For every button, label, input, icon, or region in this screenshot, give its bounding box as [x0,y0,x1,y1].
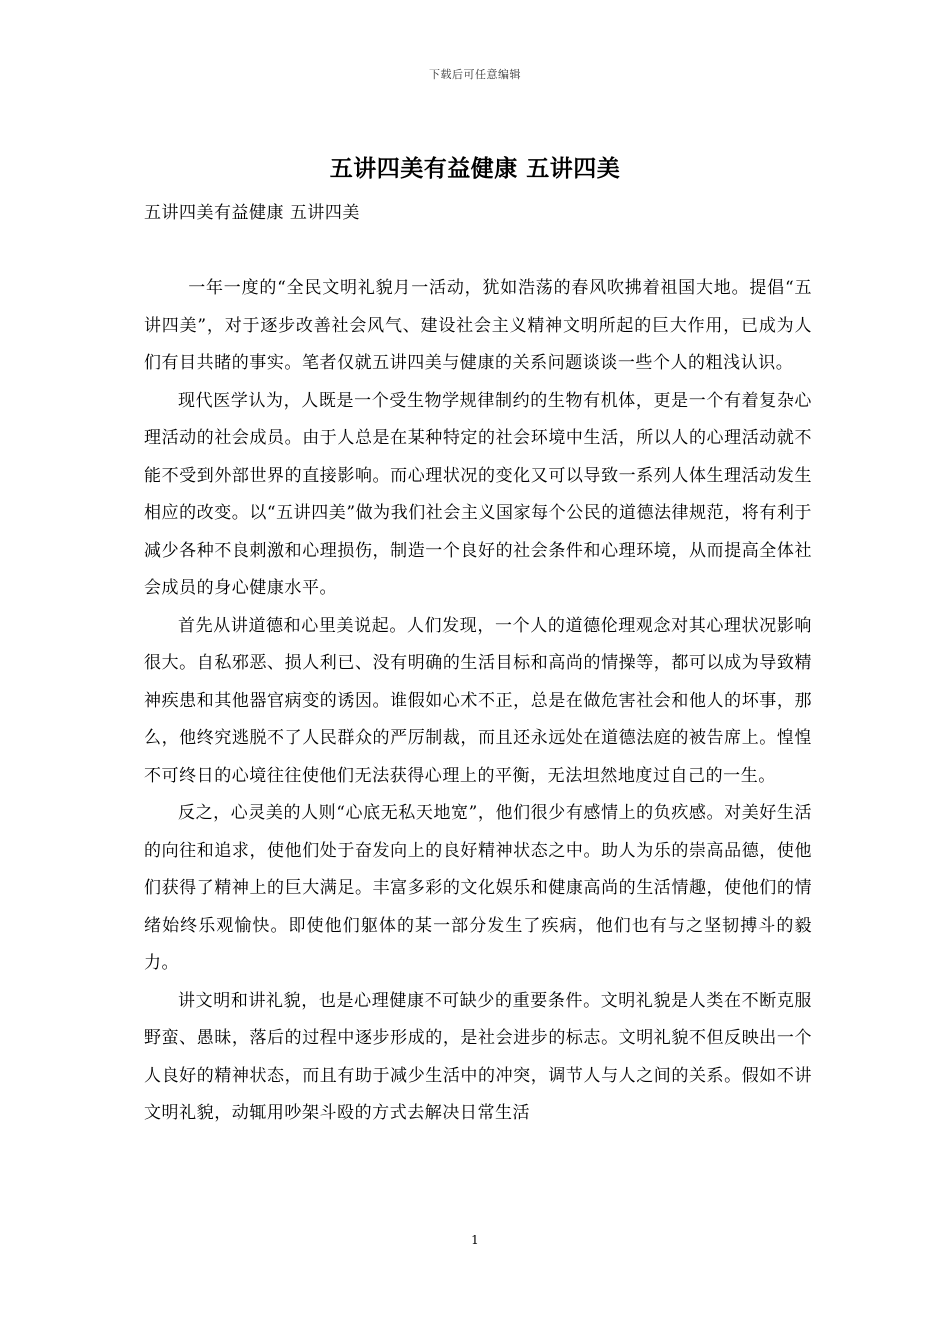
paragraph-beautiful-heart: 反之，心灵美的人则“心底无私天地宽”，他们很少有感情上的负疚感。对美好生活的向往和追求，使他们处于奋发向上的良好精神状态之中。助人为乐的崇高品德，使他们获得了精神上的巨大满足。丰富多彩的文化娱乐和健康高尚的生活情趣，使他们的情绪始终乐观愉快。即使他们躯体的某一部分发生了疾病，他们也有与之坚韧搏斗的毅力。 [144,803,812,973]
document-body [144,270,812,1133]
paragraph-morality: 首先从讲道德和心里美说起。人们发现，一个人的道德伦理观念对其心理状况影响很大。自私邪恶、损人利已、没有明确的生活目标和高尚的情操等，都可以成为导致精神疾患和其他器官病变的诱因。谁假如心术不正，总是在做危害社会和他人的坏事，那么，他终究逃脱不了人民群众的严厉制裁，而且还永远处在道德法庭的被告席上。惶惶不可终日的心境往往使他们无法获得心理上的平衡，无法坦然地度过自己的一生。 [144,615,812,786]
paragraph-medical-view: 现代医学认为，人既是一个受生物学规律制约的生物有机体，更是一个有着复杂心理活动的社会成员。由于人总是在某种特定的社会环境中生活，所以人的心理活动就不能不受到外部世界的直接影响。而心理状况的变化又可以导致一系列人体生理活动发生相应的改变。以“五讲四美”做为我们社会主义国家每个公民的道德法律规范，将有利于减少各种不良刺激和心理损伤，制造一个良好的社会条件和心理环境，从而提高全体社会成员的身心健康水平。 [144,390,812,598]
paragraph-civility: 讲文明和讲礼貌，也是心理健康不可缺少的重要条件。文明礼貌是人类在不断克服野蛮、愚昧，落后的过程中逐步形成的，是社会进步的标志。文明礼貌不但反映出一个人良好的精神状态，而且有助于减少生活中的冲突，调节人与人之间的关系。假如不讲文明礼貌，动辄用吵架斗殴的方式去解决日常生活 [144,990,812,1123]
document-title: 五讲四美有益健康 五讲四美 [329,155,621,182]
header-note: 下载后可任意编辑 [429,68,521,81]
page-number: 1 [471,1233,479,1247]
document-subtitle: 五讲四美有益健康 五讲四美 [144,203,360,223]
paragraph-intro: 一年一度的“全民文明礼貌月一活动，犹如浩荡的春风吹拂着祖国大地。提倡“五讲四美”，对于逐步改善社会风气、建设社会主义精神文明所起的巨大作用，已成为人们有目共睹的事实。笔者仅就五讲四美与健康的关系问题谈谈一些个人的粗浅认识。 [144,278,812,373]
